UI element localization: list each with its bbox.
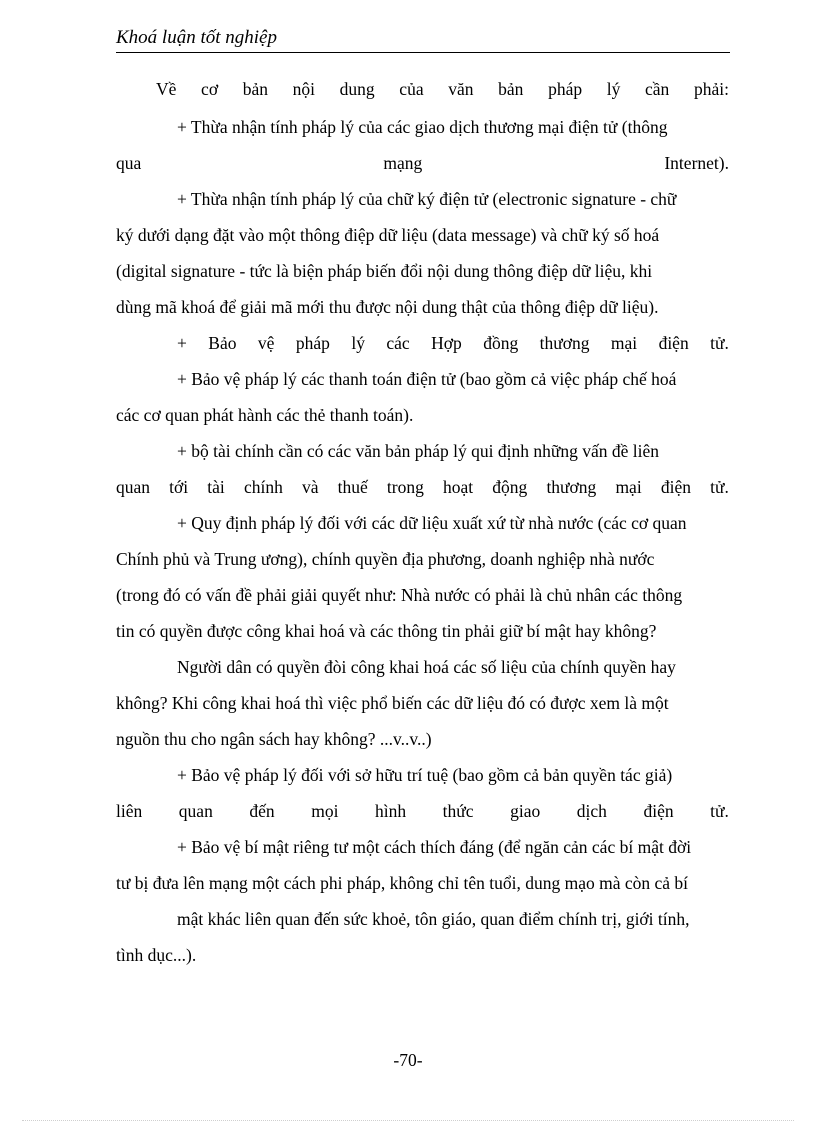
text-segment: + Thừa nhận tính pháp lý của các giao dịch thương mại điện tử (thông (177, 117, 668, 137)
text-segment: Internet). (664, 153, 729, 173)
text-segment: thuế (337, 477, 368, 497)
text-segment: các cơ quan phát hành các thẻ thanh toán). (116, 405, 414, 425)
text-segment: hình (374, 801, 407, 821)
text-line (116, 470, 729, 504)
text-segment: Về (156, 79, 177, 99)
text-segment: của (399, 79, 424, 99)
text-segment: + bộ tài chính cần có các văn bản pháp lý qui định những vấn đề liên (177, 441, 659, 461)
text-segment: không? Khi công khai hoá thì việc phổ biến các dữ liệu đó có được xem là một (116, 693, 669, 713)
text-line (116, 686, 729, 720)
text-line (116, 542, 729, 576)
text-line (116, 938, 729, 972)
text-segment: tử. (710, 801, 729, 821)
text-segment: thương (539, 333, 590, 353)
text-segment: mật khác liên quan đến sức khoẻ, tôn giáo, quan điểm chính trị, giới tính, (177, 909, 690, 929)
page-number: -70- (393, 1050, 423, 1070)
text-segment: qua (116, 153, 142, 173)
text-line (116, 578, 729, 612)
text-line (116, 362, 729, 396)
text-segment: mạng (383, 153, 423, 173)
text-line (116, 722, 729, 756)
text-segment: tử. (710, 333, 729, 353)
text-segment: nội (292, 79, 316, 99)
text-line (116, 758, 729, 792)
text-segment: quan (116, 477, 151, 497)
text-segment: + Bảo vệ pháp lý đối với sở hữu trí tuệ (bao gồm cả bản quyền tác giả) (177, 765, 673, 785)
text-segment: Người dân có quyền đòi công khai hoá các số liệu của chính quyền hay (177, 657, 676, 677)
text-line (116, 794, 729, 828)
text-segment: tin có quyền được công khai hoá và các thông tin phải giữ bí mật hay không? (116, 621, 657, 641)
text-line (116, 866, 729, 900)
text-segment: pháp (548, 79, 583, 99)
text-segment: (digital signature - tức là biện pháp biến đổi nội dung thông điệp dữ liệu, khi (116, 261, 653, 281)
text-line (116, 254, 729, 288)
text-segment: mại (610, 333, 638, 353)
text-segment: các (386, 333, 410, 353)
text-segment: + Thừa nhận tính pháp lý của chữ ký điện tử (electronic signature - chữ (177, 189, 677, 209)
header-rule (116, 52, 730, 53)
text-segment: vệ (257, 333, 275, 353)
text-segment: Hợp (431, 333, 462, 353)
text-line (116, 72, 729, 106)
text-segment: điện (643, 801, 674, 821)
text-segment: mọi (311, 801, 339, 821)
text-segment: Bảo (208, 333, 237, 353)
text-segment: cơ (201, 79, 219, 99)
text-line (116, 218, 729, 252)
text-segment: điện (658, 333, 689, 353)
text-segment: lý (351, 333, 365, 353)
text-segment: trong (386, 477, 424, 497)
text-segment: tử. (710, 477, 729, 497)
text-segment: phải: (693, 79, 729, 99)
text-segment: + Bảo vệ bí mật riêng tư một cách thích đáng (để ngăn cản các bí mật đời (177, 837, 692, 857)
text-line (116, 146, 729, 180)
text-segment: mại (615, 477, 642, 497)
text-segment: đồng (483, 333, 519, 353)
text-segment: hoạt (443, 477, 474, 497)
text-segment: + Quy định pháp lý đối với các dữ liệu xuất xứ từ nhà nước (các cơ quan (177, 513, 687, 533)
text-segment: đến (249, 801, 275, 821)
text-segment: tình dục...). (116, 945, 197, 965)
text-segment: tới (169, 477, 189, 497)
text-line (116, 434, 729, 468)
text-segment: tư bị đưa lên mạng một cách phi pháp, không chỉ tên tuổi, dung mạo mà còn cả bí (116, 873, 689, 893)
text-segment: động (492, 477, 528, 497)
text-segment: (trong đó có vấn đề phải giải quyết như: Nhà nước có phải là chủ nhân các thông (116, 585, 683, 605)
text-line (116, 110, 729, 144)
text-line (116, 830, 729, 864)
text-segment: quan (178, 801, 213, 821)
page-header-title: Khoá luận tốt nghiệp (116, 27, 277, 48)
text-segment: Chính phủ và Trung ương), chính quyền địa phương, doanh nghiệp nhà nước (116, 549, 655, 569)
text-segment: dùng mã khoá để giải mã mới thu được nội dung thật của thông điệp dữ liệu). (116, 297, 659, 317)
text-segment: lý (606, 79, 621, 99)
text-segment: cần (645, 79, 670, 99)
text-segment: chính (243, 477, 283, 497)
text-line (116, 650, 729, 684)
text-segment: bản (242, 79, 268, 99)
text-line (116, 182, 729, 216)
text-segment: giao (510, 801, 541, 821)
text-segment: nguồn thu cho ngân sách hay không? ...v..v..) (116, 729, 432, 749)
text-line (116, 506, 729, 540)
text-line (116, 326, 729, 360)
text-segment: thức (442, 801, 474, 821)
text-segment: tài (207, 477, 225, 497)
body-text (116, 72, 729, 972)
text-segment: pháp (295, 333, 330, 353)
text-segment: dung (339, 79, 375, 99)
text-line (116, 614, 729, 648)
text-segment: ký dưới dạng đặt vào một thông điệp dữ liệu (data message) và chữ ký số hoá (116, 225, 660, 245)
text-segment: liên (116, 801, 143, 821)
page-bottom-border (22, 1120, 794, 1121)
text-segment: thương (546, 477, 597, 497)
text-segment: dịch (576, 801, 607, 821)
text-line (116, 398, 729, 432)
text-segment: và (301, 477, 319, 497)
text-line (116, 902, 729, 936)
text-segment: bản (498, 79, 524, 99)
text-segment: điện (660, 477, 691, 497)
text-segment: văn (448, 79, 474, 99)
text-segment: + Bảo vệ pháp lý các thanh toán điện tử (bao gồm cả việc pháp chế hoá (177, 369, 677, 389)
text-line (116, 290, 729, 324)
text-segment: + (177, 333, 187, 353)
